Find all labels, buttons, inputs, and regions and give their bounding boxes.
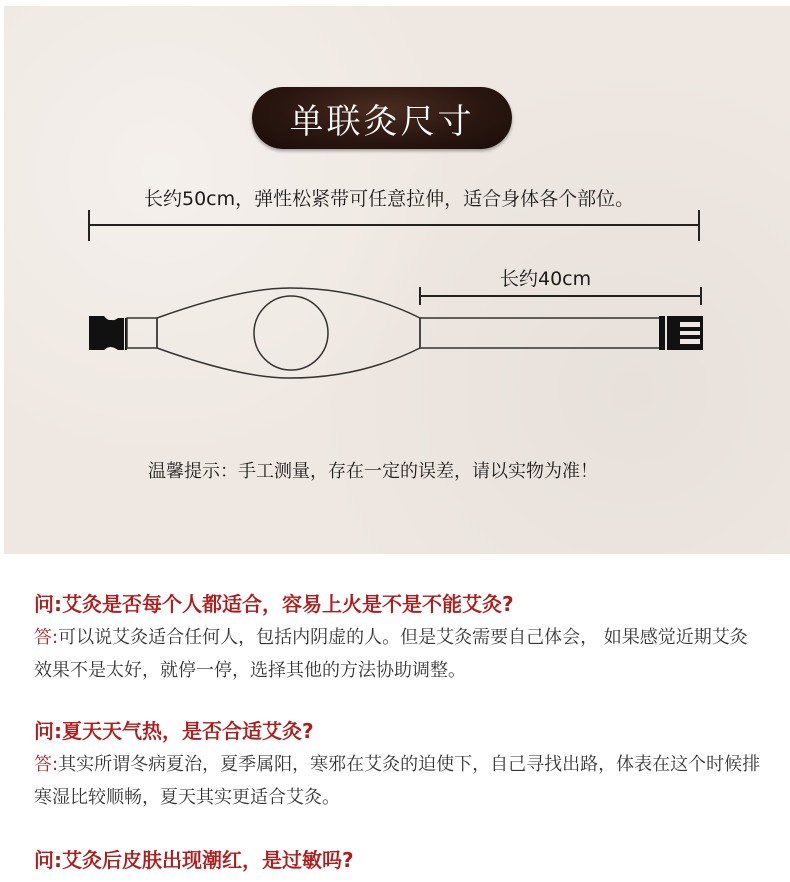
faq-item xyxy=(34,588,764,687)
left-strap xyxy=(127,318,157,348)
moxa-cup-circle xyxy=(254,296,328,370)
left-buckle-icon xyxy=(89,316,126,350)
faq-item xyxy=(34,844,764,873)
faq-question: 问:艾灸是否每个人都适合，容易上火是不是不能艾灸? xyxy=(34,592,514,616)
strap-length-label: 长约40cm xyxy=(500,268,592,290)
measurement-note: 温馨提示：手工测量，存在一定的误差，请以实物为准！ xyxy=(148,461,598,482)
faq-question: 问:艾灸后皮肤出现潮红，是过敏吗? xyxy=(34,848,354,872)
right-buckle-icon xyxy=(659,316,703,350)
faq-answer xyxy=(34,748,764,814)
faq-item xyxy=(34,715,764,814)
center-pad xyxy=(157,288,420,378)
total-length-dimension-line xyxy=(89,210,699,241)
answer-text: 可以说艾灸适合任何人，包括内阴虚的人。但是艾灸需要自己体会， 如果感觉近期艾灸效果不是太好，就停一停，选择其他的方法协助调整。 xyxy=(34,627,748,681)
total-length-label: 长约50cm，弹性松紧带可任意拉伸，适合身体各个部位。 xyxy=(144,188,635,210)
size-title: 单联灸尺寸 xyxy=(289,101,475,142)
answer-label: 答: xyxy=(34,754,59,775)
right-strap xyxy=(420,318,660,348)
answer-text: 其实所谓冬病夏治，夏季属阳，寒邪在艾灸的迫使下，自己寻找出路，体表在这个时候排寒湿比较顺畅，夏天其实更适合艾灸。 xyxy=(34,754,761,808)
answer-label: 答: xyxy=(34,627,59,648)
faq-answer xyxy=(34,621,764,687)
faq-question: 问:夏天天气热，是否合适艾灸? xyxy=(34,719,314,743)
